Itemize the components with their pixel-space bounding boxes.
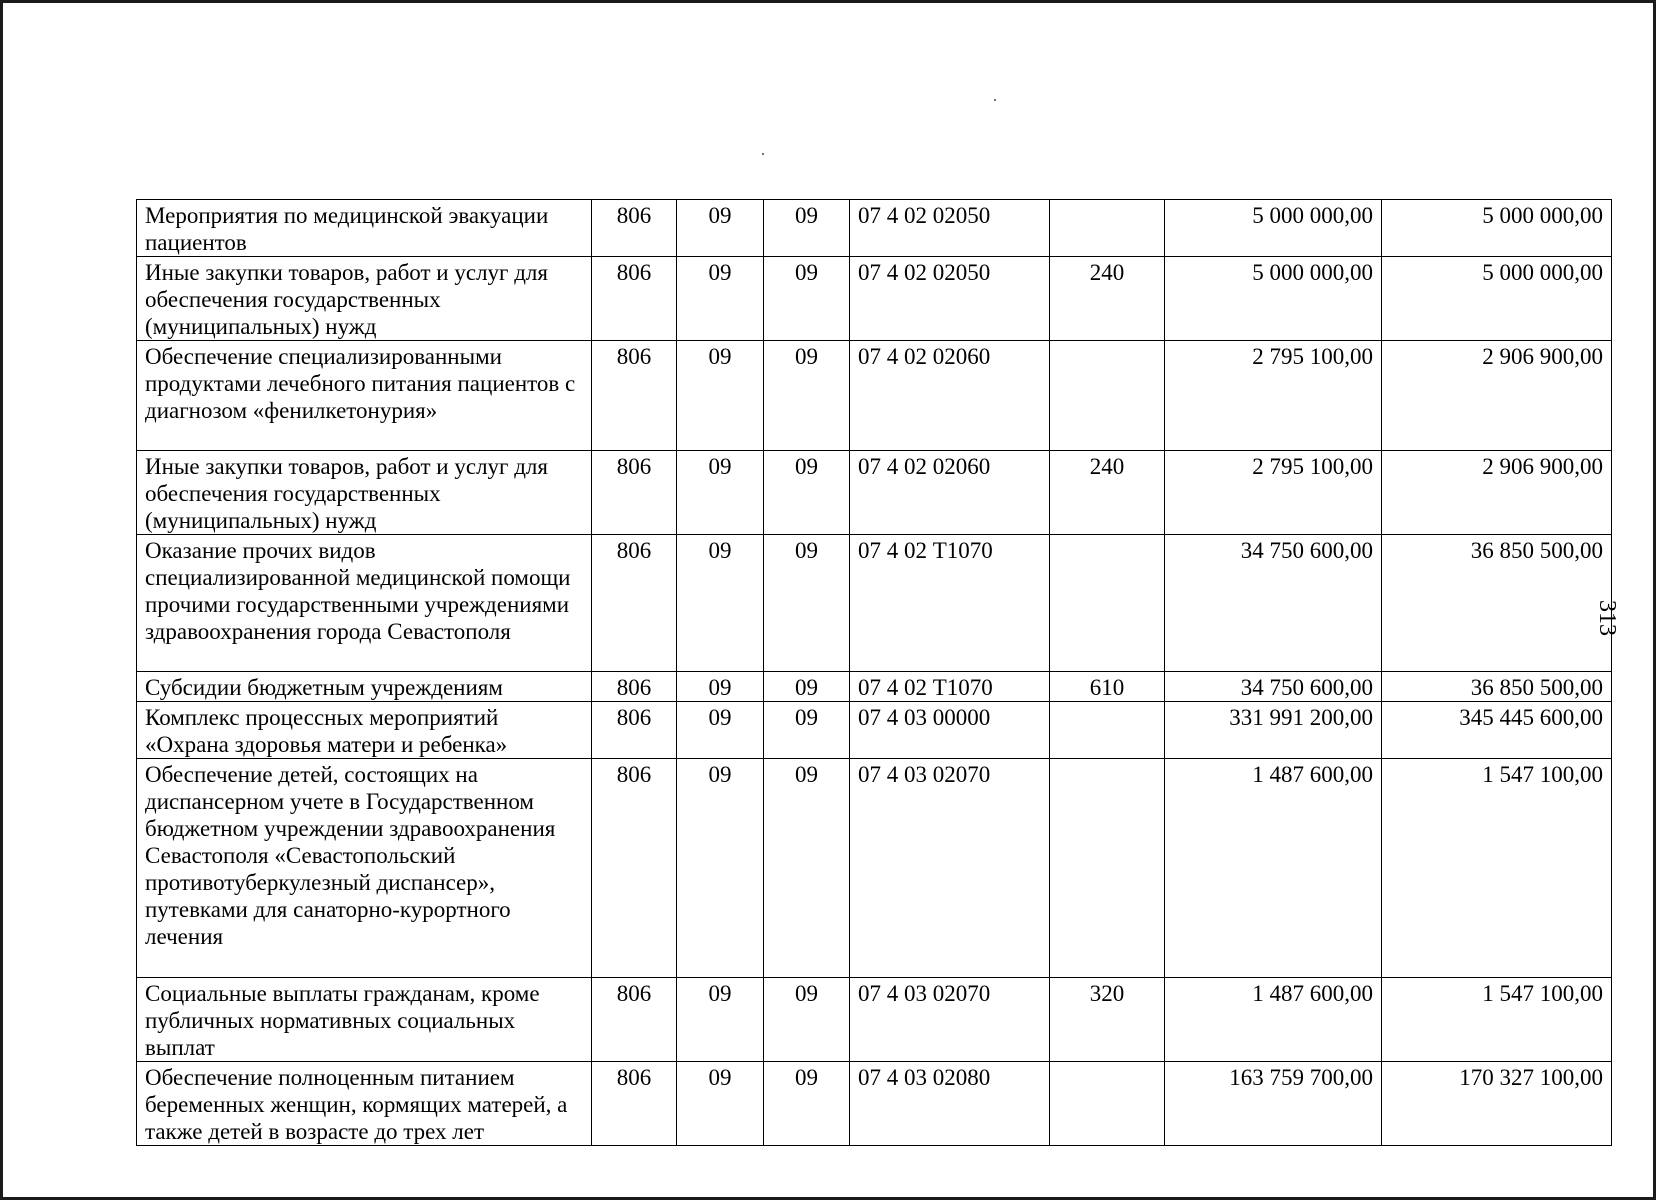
row-sum1: 1 487 600,00 [1165, 978, 1382, 1062]
row-csr: 07 4 02 02050 [850, 200, 1050, 257]
row-razdel: 09 [677, 451, 764, 535]
row-sum1: 5 000 000,00 [1165, 200, 1382, 257]
row-vr: 240 [1050, 451, 1165, 535]
row-vr: 610 [1050, 672, 1165, 702]
scan-speck [762, 153, 764, 155]
row-name: Комплекс процессных мероприятий «Охрана здоровья матери и ребенка» [137, 702, 592, 759]
table-row [137, 535, 1612, 672]
row-name: Социальные выплаты гражданам, кроме публичных нормативных социальных выплат [137, 978, 592, 1062]
row-podrazdel: 09 [764, 257, 850, 341]
row-name: Иные закупки товаров, работ и услуг для обеспечения государственных (муниципальных) нужд [137, 257, 592, 341]
row-sum2: 1 547 100,00 [1382, 759, 1612, 978]
row-podrazdel: 09 [764, 672, 850, 702]
row-sum1: 331 991 200,00 [1165, 702, 1382, 759]
row-name: Оказание прочих видов специализированной медицинской помощи прочими государственными учреждениями здравоохранения города Севастополя [137, 535, 592, 672]
row-sum2: 5 000 000,00 [1382, 257, 1612, 341]
row-vr: 240 [1050, 257, 1165, 341]
row-razdel: 09 [677, 978, 764, 1062]
row-razdel: 09 [677, 1062, 764, 1146]
row-vedomstvo: 806 [592, 451, 677, 535]
row-podrazdel: 09 [764, 759, 850, 978]
row-sum2: 36 850 500,00 [1382, 672, 1612, 702]
row-razdel: 09 [677, 257, 764, 341]
row-name: Обеспечение специализированными продуктами лечебного питания пациентов с диагнозом «фенилкетонурия» [137, 341, 592, 451]
row-sum1: 2 795 100,00 [1165, 451, 1382, 535]
row-sum2: 1 547 100,00 [1382, 978, 1612, 1062]
row-csr: 07 4 03 02070 [850, 978, 1050, 1062]
row-sum1: 163 759 700,00 [1165, 1062, 1382, 1146]
row-razdel: 09 [677, 341, 764, 451]
table-row [137, 257, 1612, 341]
row-podrazdel: 09 [764, 535, 850, 672]
row-csr: 07 4 02 Т1070 [850, 535, 1050, 672]
row-sum2: 5 000 000,00 [1382, 200, 1612, 257]
row-vedomstvo: 806 [592, 1062, 677, 1146]
row-podrazdel: 09 [764, 451, 850, 535]
row-vr [1050, 759, 1165, 978]
table-row [137, 451, 1612, 535]
row-podrazdel: 09 [764, 978, 850, 1062]
row-vedomstvo: 806 [592, 257, 677, 341]
row-sum2: 2 906 900,00 [1382, 341, 1612, 451]
budget-table [136, 199, 1612, 1146]
row-vedomstvo: 806 [592, 672, 677, 702]
row-csr: 07 4 03 00000 [850, 702, 1050, 759]
row-sum1: 34 750 600,00 [1165, 535, 1382, 672]
row-csr: 07 4 03 02080 [850, 1062, 1050, 1146]
row-sum1: 34 750 600,00 [1165, 672, 1382, 702]
row-vr [1050, 535, 1165, 672]
table-row [137, 341, 1612, 451]
row-name: Субсидии бюджетным учреждениям [137, 672, 592, 702]
row-sum2: 170 327 100,00 [1382, 1062, 1612, 1146]
row-razdel: 09 [677, 672, 764, 702]
row-vr [1050, 702, 1165, 759]
row-csr: 07 4 02 02050 [850, 257, 1050, 341]
scan-speck [994, 99, 996, 101]
row-name: Обеспечение полноценным питанием беременных женщин, кормящих матерей, а также детей в возрасте до трех лет [137, 1062, 592, 1146]
row-sum2: 2 906 900,00 [1382, 451, 1612, 535]
row-name: Обеспечение детей, состоящих на диспансерном учете в Государственном бюджетном учреждении здравоохранения Севастополя «Севастопольский противотуберкулезный диспансер», путевками для санаторно-курортного лечения [137, 759, 592, 978]
table-row [137, 978, 1612, 1062]
row-vedomstvo: 806 [592, 978, 677, 1062]
row-podrazdel: 09 [764, 200, 850, 257]
table-row [137, 759, 1612, 978]
row-csr: 07 4 02 02060 [850, 451, 1050, 535]
row-vedomstvo: 806 [592, 200, 677, 257]
row-name: Мероприятия по медицинской эвакуации пациентов [137, 200, 592, 257]
row-csr: 07 4 02 02060 [850, 341, 1050, 451]
row-vedomstvo: 806 [592, 759, 677, 978]
row-sum1: 2 795 100,00 [1165, 341, 1382, 451]
row-sum2: 36 850 500,00 [1382, 535, 1612, 672]
row-sum1: 5 000 000,00 [1165, 257, 1382, 341]
row-razdel: 09 [677, 535, 764, 672]
row-sum1: 1 487 600,00 [1165, 759, 1382, 978]
row-razdel: 09 [677, 200, 764, 257]
table-row [137, 200, 1612, 257]
row-podrazdel: 09 [764, 1062, 850, 1146]
row-vr [1050, 1062, 1165, 1146]
row-razdel: 09 [677, 759, 764, 978]
row-vr [1050, 341, 1165, 451]
row-csr: 07 4 02 Т1070 [850, 672, 1050, 702]
table-row [137, 702, 1612, 759]
row-vedomstvo: 806 [592, 535, 677, 672]
table-row [137, 1062, 1612, 1146]
row-razdel: 09 [677, 702, 764, 759]
row-podrazdel: 09 [764, 702, 850, 759]
row-vedomstvo: 806 [592, 702, 677, 759]
row-vr [1050, 200, 1165, 257]
page-number: 313 [1594, 600, 1620, 636]
table-row [137, 672, 1612, 702]
row-name: Иные закупки товаров, работ и услуг для обеспечения государственных (муниципальных) нужд [137, 451, 592, 535]
row-sum2: 345 445 600,00 [1382, 702, 1612, 759]
row-vedomstvo: 806 [592, 341, 677, 451]
row-csr: 07 4 03 02070 [850, 759, 1050, 978]
row-podrazdel: 09 [764, 341, 850, 451]
row-vr: 320 [1050, 978, 1165, 1062]
